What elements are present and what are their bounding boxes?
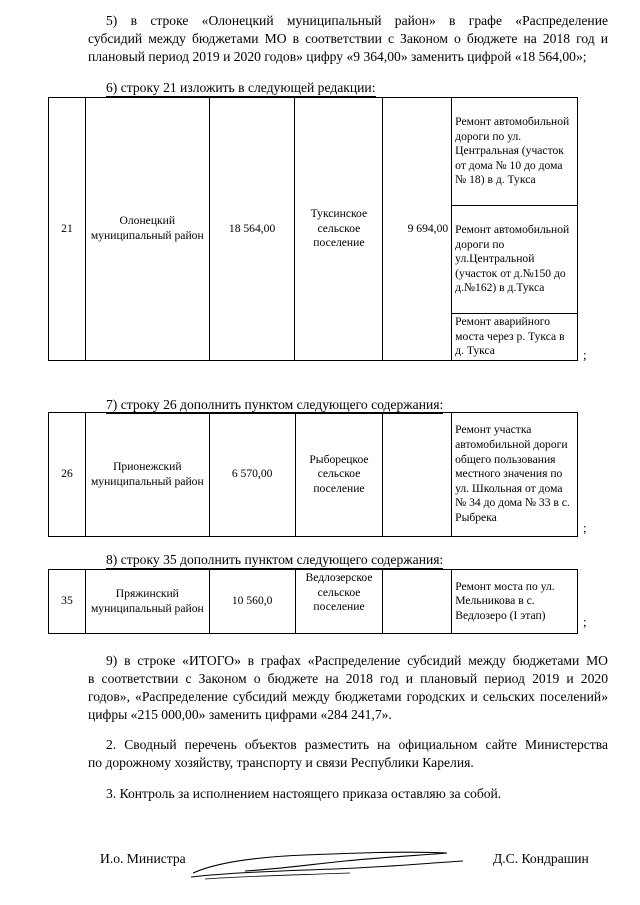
district-cell: Олонецкий муниципальный район xyxy=(85,98,209,361)
table-row xyxy=(49,570,578,634)
row-number: 26 xyxy=(49,413,86,537)
work-cell-2: Ремонт автомобильной дороги по ул.Центральной (участок от д.№150 до д.№162) в д.Тукса xyxy=(452,206,578,314)
row-number: 21 xyxy=(49,98,86,361)
item-8-caption xyxy=(106,552,443,568)
item-5-line-3: плановый период 2019 и 2020 годов» цифру «9 364,00» заменить цифрой «18 564,00»; xyxy=(88,49,587,64)
table-row xyxy=(49,413,578,537)
settlement-amount-cell xyxy=(383,413,452,537)
item-7-caption xyxy=(106,397,443,413)
row-21-semicolon: ; xyxy=(583,347,587,362)
row-35-table xyxy=(48,569,578,634)
point-2-line-1: 2. Сводный перечень объектов разместить на официальном сайте Министерства xyxy=(106,737,608,752)
item-5-line-1: 5) в строке «Олонецкий муниципальный район» в графе «Распределение xyxy=(106,13,608,28)
signatory-position: И.о. Министра xyxy=(100,851,186,866)
settlement-cell: Туксинское сельское поселение xyxy=(295,98,383,361)
item-5-paragraph xyxy=(88,12,608,66)
district-amount-cell: 6 570,00 xyxy=(209,413,295,537)
point-2-line-2: по дорожному хозяйству, транспорту и связи Республики Карелия. xyxy=(88,755,474,770)
district-cell: Прионежский муниципальный район xyxy=(85,413,209,537)
item-9-line-4: цифры «215 000,00» заменить цифрами «284 241,7». xyxy=(88,707,392,722)
district-cell: Пряжинский муниципальный район xyxy=(85,570,209,634)
row-26-table xyxy=(48,412,578,537)
settlement-cell: Рыборецкое сельское поселение xyxy=(295,413,383,537)
item-5-line-2: субсидий между бюджетами МО в соответствии с Законом о бюджете на 2018 год и xyxy=(88,31,608,46)
district-amount-cell: 18 564,00 xyxy=(209,98,295,361)
item-7-caption-text: 7) строку 26 дополнить пунктом следующего содержания: xyxy=(106,397,444,412)
item-8-caption-text: 8) строку 35 дополнить пунктом следующего содержания: xyxy=(106,552,444,567)
item-6-caption xyxy=(106,80,376,96)
row-26-semicolon: ; xyxy=(583,520,587,535)
item-9-line-3: годов», «Распределение субсидий между бюджетами городских и сельских поселений» xyxy=(88,689,608,704)
work-cell-3: Ремонт аварийного моста через р. Тукса в д. Тукса xyxy=(452,314,578,361)
work-cell-1: Ремонт участка автомобильной дороги общего пользования местного значения по ул. Школьная от дома № 34 до дома № 33 в с. Рыбрека xyxy=(452,413,578,537)
work-cell-1: Ремонт автомобильной дороги по ул. Центральная (участок от дома № 10 до дома № 18) в д. Тукса xyxy=(452,98,578,206)
row-21-table xyxy=(48,97,578,361)
row-number: 35 xyxy=(49,570,86,634)
work-cell-1: Ремонт моста по ул. Мельникова в с. Ведлозеро (I этап) xyxy=(452,570,578,634)
settlement-cell: Ведлозерское сельское поселение xyxy=(295,570,383,634)
district-amount-cell: 10 560,0 xyxy=(209,570,295,634)
row-35-semicolon: ; xyxy=(583,614,587,629)
item-9-line-1: 9) в строке «ИТОГО» в графах «Распределение субсидий между бюджетами МО xyxy=(106,653,608,668)
settlement-amount-cell: 9 694,00 xyxy=(383,98,452,361)
item-6-caption-text: 6) строку 21 изложить в следующей редакции: xyxy=(106,80,376,95)
settlement-amount-cell xyxy=(383,570,452,634)
item-9-line-2: в соответствии с Законом о бюджете на 2018 год и плановый период 2019 и 2020 xyxy=(88,671,608,686)
item-9-paragraph xyxy=(88,652,608,724)
table-row xyxy=(49,98,578,206)
point-2-paragraph xyxy=(88,736,608,772)
point-3-paragraph: 3. Контроль за исполнением настоящего приказа оставляю за собой. xyxy=(106,786,502,801)
signatory-name: Д.С. Кондрашин xyxy=(493,851,589,866)
handwritten-signature xyxy=(185,833,475,888)
